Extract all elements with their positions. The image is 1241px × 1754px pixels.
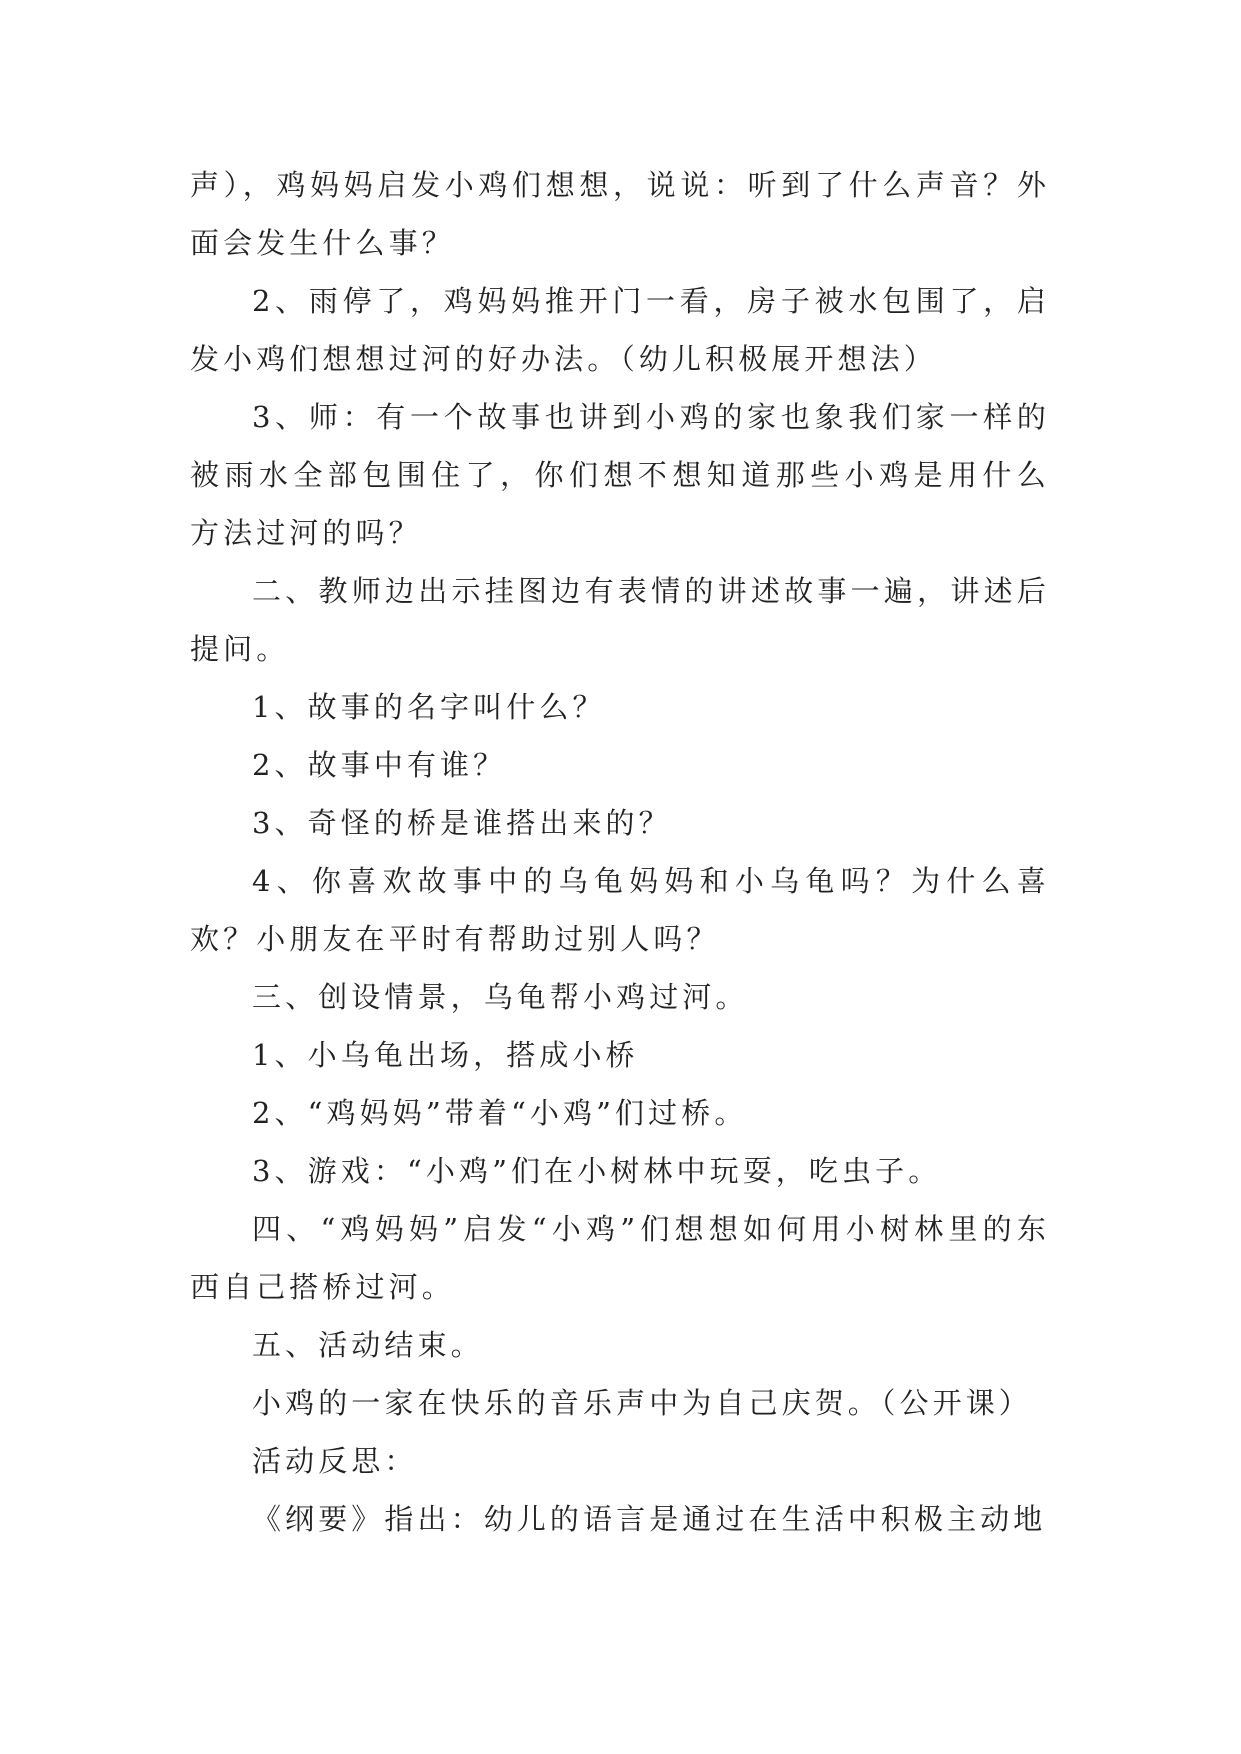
body-text (190, 156, 1050, 1548)
list-item: 3、游戏：“小鸡”们在小树林中玩耍，吃虫子。 (252, 1154, 942, 1188)
list-item: 1、小乌龟出场，搭成小桥 (252, 1038, 639, 1072)
reflection-heading: 活动反思： (252, 1444, 418, 1478)
paragraph: 《纲要》指出：幼儿的语言是通过在生活中积极主动地 (252, 1502, 1047, 1536)
paragraph: 2、雨停了，鸡妈妈推开门一看，房子被水包围了，启发小鸡们想想过河的好办法。（幼儿积极展开想法） (190, 284, 1050, 376)
paragraph: 3、师：有一个故事也讲到小鸡的家也象我们家一样的被雨水全部包围住了，你们想不想知道那些小鸡是用什么方法过河的吗？ (190, 400, 1050, 550)
section-heading: 四、“鸡妈妈”启发“小鸡”们想想如何用小树林里的东西自己搭桥过河。 (190, 1212, 1050, 1304)
list-item: 2、“鸡妈妈”带着“小鸡”们过桥。 (252, 1096, 748, 1130)
paragraph: 小鸡的一家在快乐的音乐声中为自己庆贺。（公开课） (252, 1386, 1032, 1420)
paragraph: 声），鸡妈妈启发小鸡们想想，说说：听到了什么声音？外面会发生什么事？ (190, 168, 1050, 260)
question-item: 3、奇怪的桥是谁搭出来的？ (252, 806, 672, 840)
question-item: 4、你喜欢故事中的乌龟妈妈和小乌龟吗？为什么喜欢？小朋友在平时有帮助过别人吗？ (190, 864, 1050, 956)
question-item: 2、故事中有谁？ (252, 748, 507, 782)
section-heading: 五、活动结束。 (252, 1328, 484, 1362)
section-heading: 三、创设情景，乌龟帮小鸡过河。 (252, 980, 749, 1014)
question-item: 1、故事的名字叫什么？ (252, 690, 606, 724)
section-heading: 二、教师边出示挂图边有表情的讲述故事一遍，讲述后提问。 (190, 574, 1050, 666)
